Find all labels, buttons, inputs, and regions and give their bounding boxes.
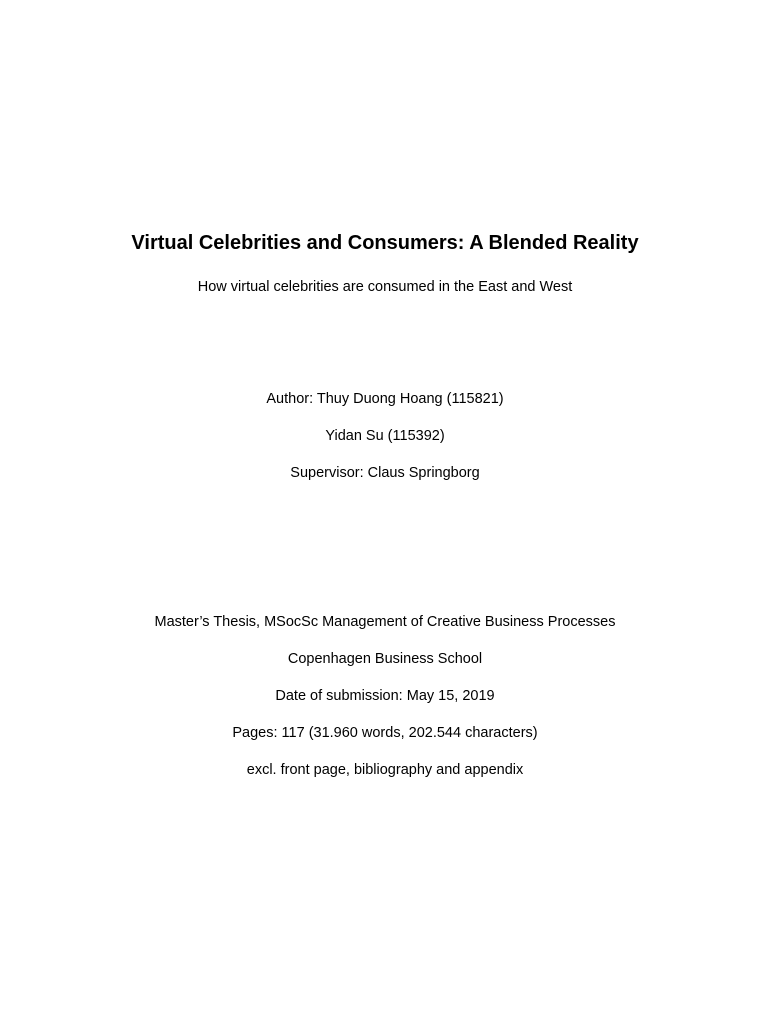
author-line: Author: Thuy Duong Hoang (115821)	[266, 391, 504, 407]
document-subtitle: How virtual celebrities are consumed in the East and West	[197, 279, 573, 295]
supervisor-line: Supervisor: Claus Springborg	[290, 465, 480, 481]
coauthor-line: Yidan Su (115392)	[325, 428, 445, 444]
submission-date-line: Date of submission: May 15, 2019	[275, 688, 495, 704]
document-title: Virtual Celebrities and Consumers: A Blended Reality	[131, 232, 639, 254]
exclusions-line: excl. front page, bibliography and appendix	[246, 762, 524, 778]
thesis-program-line: Master’s Thesis, MSocSc Management of Creative Business Processes	[154, 614, 616, 630]
page-count-line: Pages: 117 (31.960 words, 202.544 characters)	[232, 725, 538, 741]
school-line: Copenhagen Business School	[287, 651, 483, 667]
